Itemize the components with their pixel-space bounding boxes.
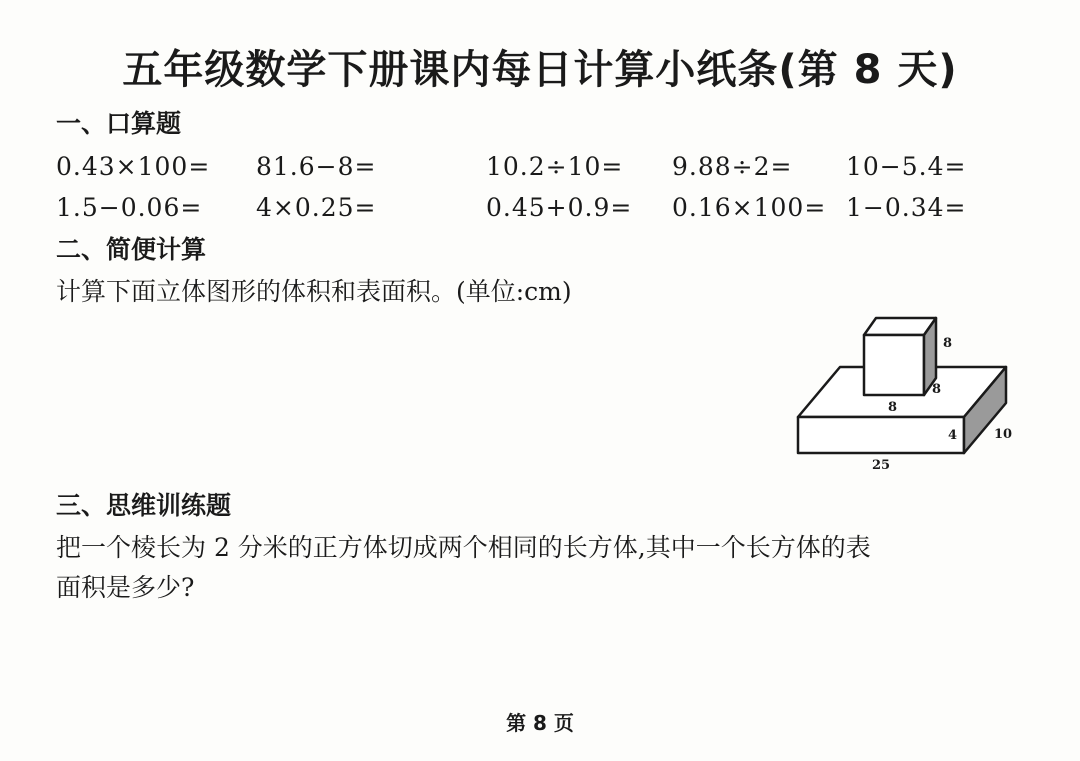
oral-problem: 9.88÷2= [672, 152, 793, 181]
section-simplify-heading: 二、简便计算 [56, 235, 207, 264]
oral-problem: 10−5.4= [846, 152, 967, 181]
cube-depth-label: 8 [932, 382, 942, 397]
page-title: 五年级数学下册课内每日计算小纸条(第 8 天) [122, 47, 958, 93]
oral-problem: 1−0.34= [846, 193, 967, 222]
cube-height-label: 8 [943, 336, 953, 351]
oral-problem: 81.6−8= [256, 152, 377, 181]
cube-front-face [864, 335, 924, 395]
oral-problem: 1.5−0.06= [56, 193, 203, 222]
base-depth-label: 10 [994, 427, 1013, 442]
oral-problem: 0.45+0.9= [486, 193, 633, 222]
oral-problem: 4×0.25= [256, 193, 377, 222]
solid-figure-diagram [780, 305, 1020, 480]
page-number: 第 8 页 [506, 711, 574, 735]
base-front-face [798, 417, 964, 453]
oral-problem: 10.2÷10= [486, 152, 624, 181]
section-thinking-heading: 三、思维训练题 [56, 491, 232, 520]
oral-problem: 0.16×100= [672, 193, 827, 222]
oral-problem: 0.43×100= [56, 152, 211, 181]
section-oral-heading: 一、口算题 [56, 109, 182, 138]
problem-text-line1: 把一个棱长为 2 分米的正方体切成两个相同的长方体,其中一个长方体的表 [56, 533, 871, 562]
base-height-label: 4 [948, 428, 958, 443]
figure-instruction: 计算下面立体图形的体积和表面积。(单位:cm) [56, 277, 572, 306]
cube-width-label: 8 [888, 400, 898, 415]
problem-text-line2: 面积是多少? [56, 573, 195, 602]
base-length-label: 25 [872, 458, 891, 473]
